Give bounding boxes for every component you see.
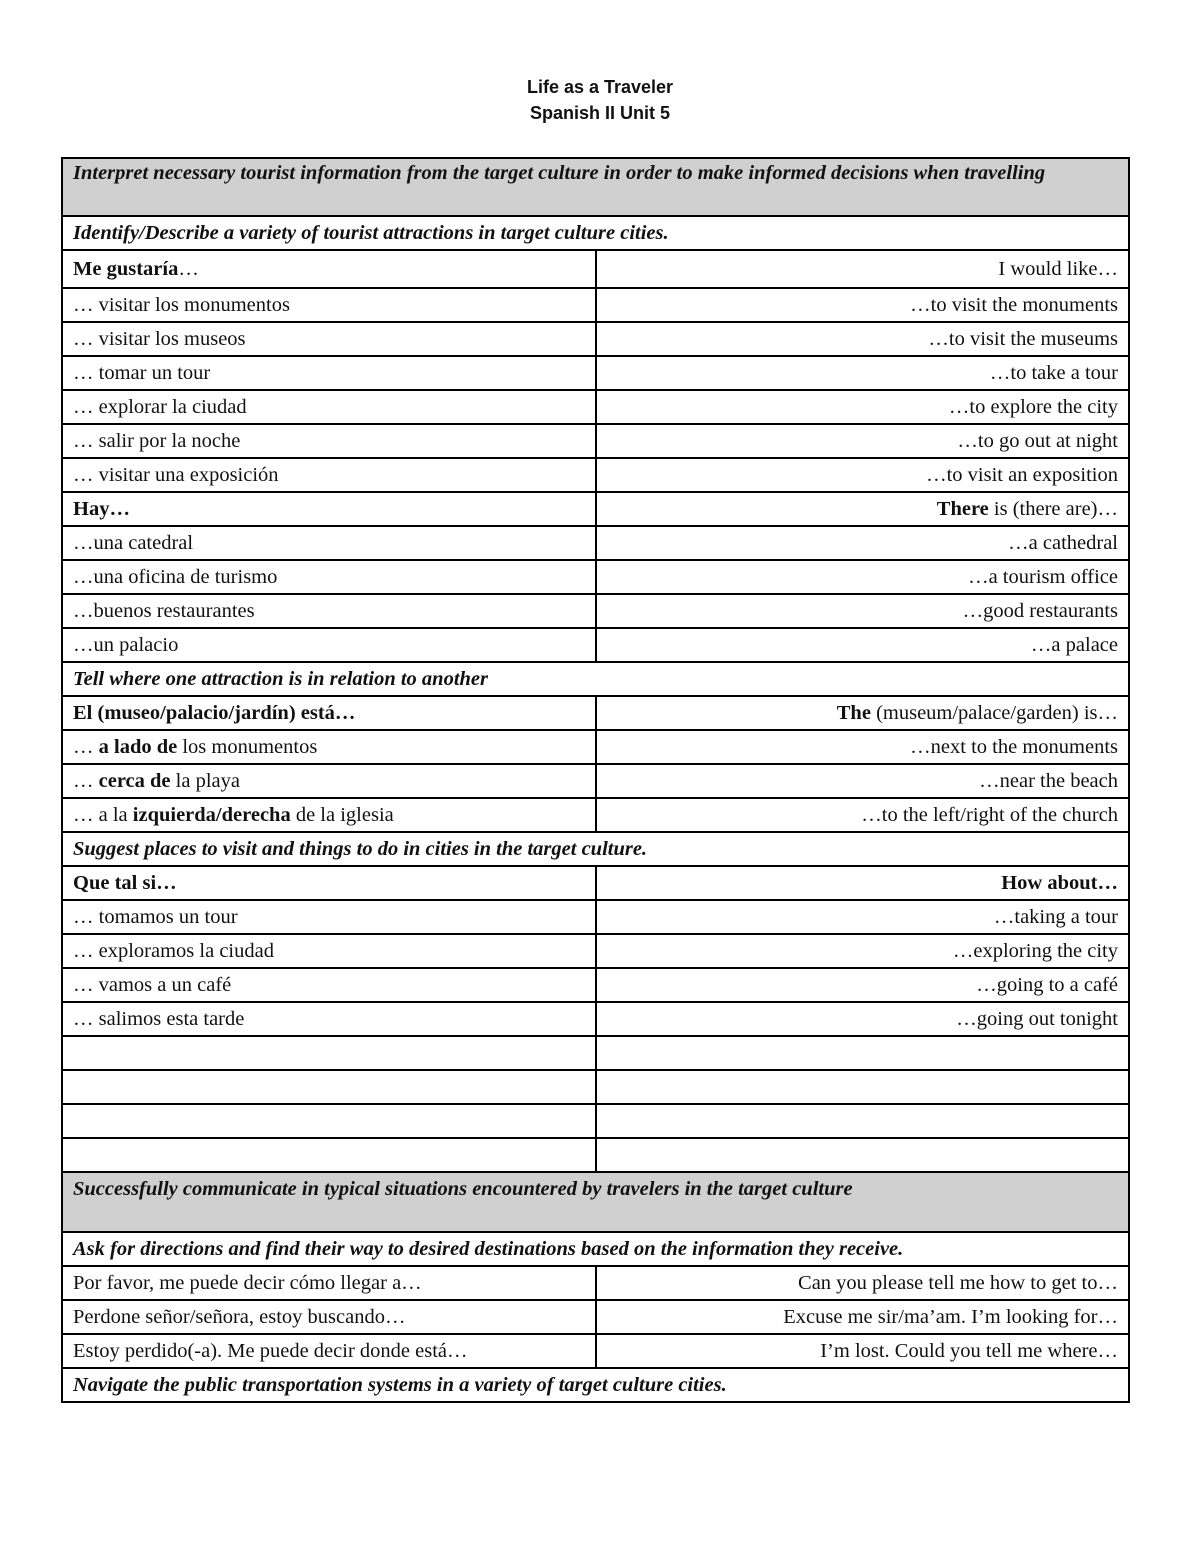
spanish-cell: … salir por la noche	[62, 424, 596, 458]
spanish-phrase: los monumentos	[177, 735, 318, 758]
english-cell: …to go out at night	[596, 424, 1130, 458]
english-cell: …to visit an exposition	[596, 458, 1130, 492]
table-row	[62, 696, 1129, 730]
spanish-cell	[62, 250, 596, 288]
table-row	[62, 934, 1129, 968]
table-row	[62, 1002, 1129, 1036]
spanish-phrase-bold: a lado de	[98, 735, 178, 758]
subsection-heading: Suggest places to visit and things to do in cities in the target culture.	[62, 832, 1129, 866]
english-cell: …to explore the city	[596, 390, 1130, 424]
spanish-cell: Hay…	[62, 492, 596, 526]
spanish-phrase: Me gustaría	[73, 257, 179, 280]
table-row	[62, 356, 1129, 390]
english-cell: …near the beach	[596, 764, 1130, 798]
table-row	[62, 424, 1129, 458]
table-row	[62, 1334, 1129, 1368]
english-phrase-bold: There	[936, 497, 989, 520]
english-cell: Excuse me sir/ma’am. I’m looking for…	[596, 1300, 1130, 1334]
document-title: Life as a Traveler	[526, 77, 674, 97]
table-row	[62, 288, 1129, 322]
english-cell: …to the left/right of the church	[596, 798, 1130, 832]
blank-cell	[596, 1104, 1130, 1138]
table-row	[62, 390, 1129, 424]
spanish-cell: … visitar los monumentos	[62, 288, 596, 322]
english-phrase: is (there are)…	[988, 497, 1118, 520]
blank-cell	[62, 1070, 596, 1104]
english-cell: …to visit the monuments	[596, 288, 1130, 322]
table-row	[62, 764, 1129, 798]
table-row	[62, 866, 1129, 900]
spanish-phrase: … a la	[73, 803, 133, 826]
blank-cell	[62, 1104, 596, 1138]
spanish-cell: …una catedral	[62, 526, 596, 560]
spanish-cell	[62, 798, 596, 832]
table-row	[62, 458, 1129, 492]
english-cell: …a palace	[596, 628, 1130, 662]
subsection-row	[62, 832, 1129, 866]
spanish-cell: …una oficina de turismo	[62, 560, 596, 594]
english-cell	[596, 696, 1130, 730]
document-subtitle: Spanish II Unit 5	[529, 103, 671, 123]
english-cell: …a cathedral	[596, 526, 1130, 560]
english-cell: Can you please tell me how to get to…	[596, 1266, 1130, 1300]
spanish-cell	[62, 764, 596, 798]
english-cell: I’m lost. Could you tell me where…	[596, 1334, 1130, 1368]
section-row	[62, 1172, 1129, 1232]
english-phrase-bold: The	[836, 701, 871, 724]
spanish-cell: Por favor, me puede decir cómo llegar a…	[62, 1266, 596, 1300]
english-cell: …taking a tour	[596, 900, 1130, 934]
table-row	[62, 250, 1129, 288]
english-phrase: (museum/palace/garden) is…	[870, 701, 1118, 724]
spanish-cell: … tomamos un tour	[62, 900, 596, 934]
table-row	[62, 798, 1129, 832]
subsection-heading: Ask for directions and find their way to desired destinations based on the information they receive.	[62, 1232, 1129, 1266]
spanish-cell: … vamos a un café	[62, 968, 596, 1002]
document-header	[0, 74, 1200, 126]
table-row	[62, 560, 1129, 594]
spanish-cell: …un palacio	[62, 628, 596, 662]
table-row	[62, 1300, 1129, 1334]
spanish-cell: Estoy perdido(-a). Me puede decir donde está…	[62, 1334, 596, 1368]
section-row	[62, 158, 1129, 216]
spanish-cell: El (museo/palacio/jardín) está…	[62, 696, 596, 730]
english-cell: I would like…	[596, 250, 1130, 288]
english-cell: …exploring the city	[596, 934, 1130, 968]
subsection-row	[62, 1232, 1129, 1266]
spanish-cell: … salimos esta tarde	[62, 1002, 596, 1036]
table-row	[62, 968, 1129, 1002]
spanish-cell: … tomar un tour	[62, 356, 596, 390]
english-cell: …good restaurants	[596, 594, 1130, 628]
blank-cell	[596, 1070, 1130, 1104]
blank-cell	[596, 1036, 1130, 1070]
spanish-cell: … exploramos la ciudad	[62, 934, 596, 968]
spanish-phrase: la playa	[170, 769, 240, 792]
english-cell: …next to the monuments	[596, 730, 1130, 764]
spanish-phrase-tail: …	[178, 257, 199, 280]
blank-row	[62, 1104, 1129, 1138]
blank-cell	[62, 1036, 596, 1070]
table-row	[62, 594, 1129, 628]
spanish-phrase-bold: izquierda/derecha	[132, 803, 291, 826]
english-cell: …to visit the museums	[596, 322, 1130, 356]
spanish-phrase: …	[73, 735, 99, 758]
spanish-cell: … visitar una exposición	[62, 458, 596, 492]
subsection-heading: Tell where one attraction is in relation to another	[62, 662, 1129, 696]
english-cell: …a tourism office	[596, 560, 1130, 594]
subsection-row	[62, 662, 1129, 696]
table-row	[62, 730, 1129, 764]
english-cell: How about…	[596, 866, 1130, 900]
spanish-cell	[62, 730, 596, 764]
english-cell: …going to a café	[596, 968, 1130, 1002]
english-cell: …going out tonight	[596, 1002, 1130, 1036]
table-row	[62, 628, 1129, 662]
spanish-cell: Que tal si…	[62, 866, 596, 900]
table-row	[62, 526, 1129, 560]
section-heading: Successfully communicate in typical situations encountered by travelers in the target culture	[62, 1172, 1129, 1232]
spanish-phrase: de la iglesia	[290, 803, 394, 826]
blank-row	[62, 1138, 1129, 1172]
table-row	[62, 900, 1129, 934]
english-cell: …to take a tour	[596, 356, 1130, 390]
section-heading: Interpret necessary tourist information from the target culture in order to make informed decisions when travelling	[62, 158, 1129, 216]
english-cell	[596, 492, 1130, 526]
spanish-cell: … visitar los museos	[62, 322, 596, 356]
subsection-heading: Navigate the public transportation systems in a variety of target culture cities.	[62, 1368, 1129, 1402]
blank-cell	[596, 1138, 1130, 1172]
spanish-cell: …buenos restaurantes	[62, 594, 596, 628]
subsection-row	[62, 1368, 1129, 1402]
blank-cell	[62, 1138, 596, 1172]
table-row	[62, 1266, 1129, 1300]
spanish-cell: Perdone señor/señora, estoy buscando…	[62, 1300, 596, 1334]
spanish-phrase: …	[73, 769, 99, 792]
table-row	[62, 322, 1129, 356]
table-row	[62, 492, 1129, 526]
spanish-phrase-bold: cerca de	[98, 769, 171, 792]
blank-row	[62, 1036, 1129, 1070]
subsection-heading: Identify/Describe a variety of tourist attractions in target culture cities.	[62, 216, 1129, 250]
vocabulary-table	[61, 157, 1130, 1403]
spanish-cell: … explorar la ciudad	[62, 390, 596, 424]
subsection-row	[62, 216, 1129, 250]
blank-row	[62, 1070, 1129, 1104]
